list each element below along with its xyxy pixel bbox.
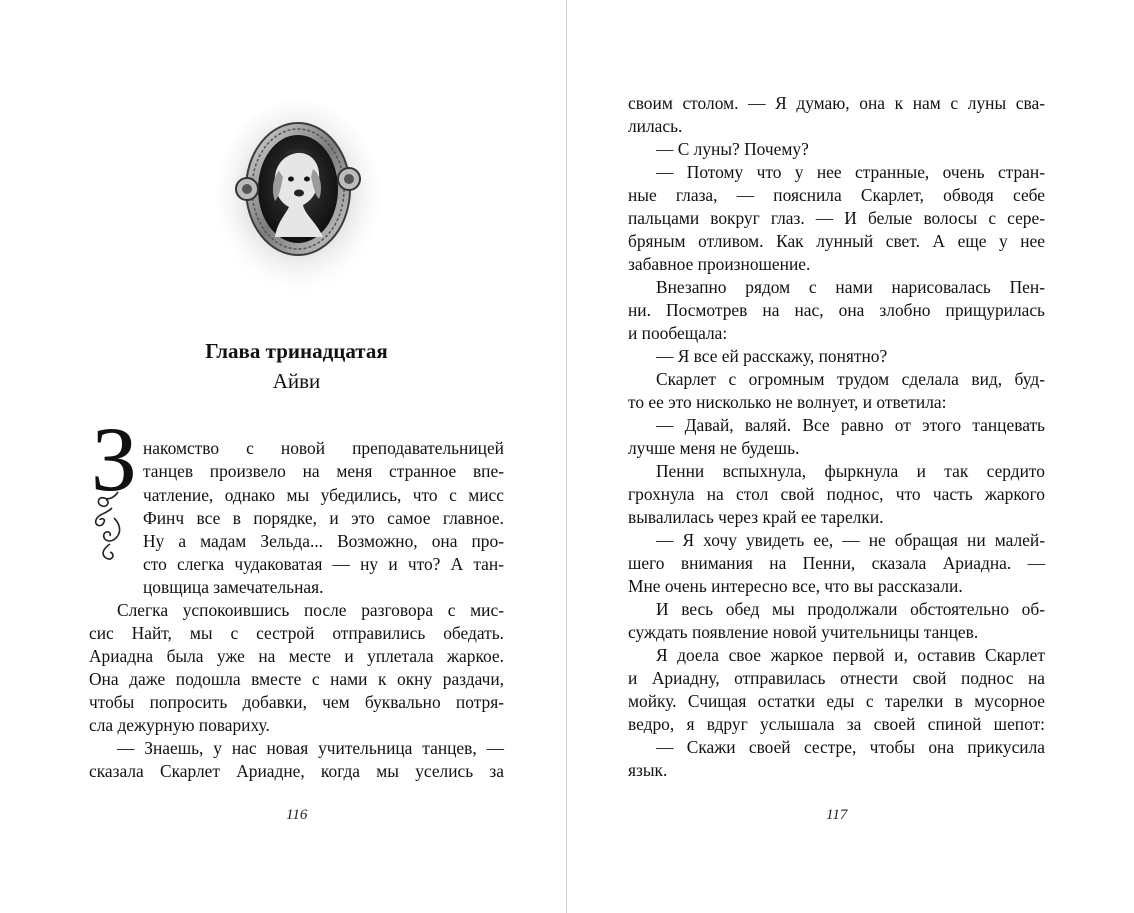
text-line: танцев произвело на меня странное впе- bbox=[143, 461, 504, 481]
text-line: — Я хочу увидеть ее, — не обращая ни малей- bbox=[656, 530, 1045, 550]
text-line: своим столом. — Я думаю, она к нам с луны сва- bbox=[628, 93, 1045, 113]
drop-cap-letter: З bbox=[90, 408, 138, 510]
text-line: Мне очень интересно все, что вы рассказали. bbox=[628, 576, 963, 596]
text-line: — С луны? Почему? bbox=[656, 139, 809, 159]
chapter-vignette-dog-portrait bbox=[213, 97, 383, 297]
text-line: Ну а мадам Зельда... Возможно, она про- bbox=[143, 531, 504, 551]
left-page-number: 116 bbox=[286, 807, 308, 823]
text-line: чатление, однако мы убедились, что с мисс bbox=[143, 485, 504, 505]
text-line: сто слегка чудаковатая — ну и что? А тан- bbox=[143, 554, 504, 574]
text-line: — Знаешь, у нас новая учительница танцев, — bbox=[117, 738, 504, 758]
text-line: пальцами вокруг глаз. — И белые волосы с сере- bbox=[628, 208, 1045, 228]
text-line: Слегка успокоившись после разговора с мис- bbox=[117, 600, 504, 620]
text-line: Внезапно рядом с нами нарисовалась Пен- bbox=[656, 277, 1045, 297]
text-line: суждать появление новой учительницы танцев. bbox=[628, 622, 979, 642]
text-line: то ее это нисколько не волнует, и ответила: bbox=[628, 392, 947, 412]
text-line: язык. bbox=[628, 760, 668, 780]
text-line: грохнула на стол свой поднос, что часть жаркого bbox=[628, 484, 1045, 504]
text-line: лилась. bbox=[628, 116, 683, 136]
text-line: Пенни вспыхнула, фыркнула и так сердито bbox=[656, 461, 1045, 481]
text-line: ведро, я вдруг услышала за своей спиной шепот: bbox=[628, 714, 1045, 734]
text-line: цовщица замечательная. bbox=[143, 577, 324, 597]
text-line: — Я все ей расскажу, понятно? bbox=[656, 346, 888, 366]
text-line: вывалилась через край ее тарелки. bbox=[628, 507, 884, 527]
text-line: — Скажи своей сестре, чтобы она прикусила bbox=[656, 737, 1045, 757]
text-line: Скарлет с огромным трудом сделала вид, буд- bbox=[656, 369, 1045, 389]
text-line: И весь обед мы продолжали обстоятельно об- bbox=[656, 599, 1045, 619]
text-line: Я доела свое жаркое первой и, оставив Скарлет bbox=[656, 645, 1045, 665]
text-line: бряным отливом. Как лунный свет. А еще у нее bbox=[628, 231, 1045, 251]
text-line: ные глаза, — пояснила Скарлет, обводя себе bbox=[628, 185, 1045, 205]
text-line: Ариадна была уже на месте и уплетала жаркое. bbox=[89, 646, 504, 666]
text-line: — Потому что у нее странные, очень стран- bbox=[656, 162, 1045, 182]
text-line: и Ариадну, отправилась отнести свой поднос на bbox=[628, 668, 1045, 688]
chapter-heading: Глава тринадцатая bbox=[205, 339, 388, 363]
text-line: шего внимания на Пенни, сказала Ариадна. — bbox=[628, 553, 1045, 573]
text-line: сказала Скарлет Ариадне, когда мы уселись за bbox=[89, 761, 504, 781]
text-line: забавное произношение. bbox=[628, 254, 811, 274]
right-page-number: 117 bbox=[826, 807, 848, 823]
text-line: мойку. Счищая остатки еды с тарелки в мусорное bbox=[628, 691, 1045, 711]
text-line: и пообещала: bbox=[628, 323, 728, 343]
text-line: Финч все в порядке, и это самое главное. bbox=[143, 508, 504, 528]
text-line: лучше меня не будешь. bbox=[628, 438, 800, 458]
text-line: ни. Посмотрев на нас, она злобно прищурилась bbox=[628, 300, 1045, 320]
text-line: накомство с новой преподавательницей bbox=[143, 438, 504, 458]
text-line: сла дежурную повариху. bbox=[89, 715, 270, 735]
chapter-subtitle: Айви bbox=[272, 369, 321, 393]
text-line: сис Найт, мы с сестрой отправились обедать. bbox=[89, 623, 504, 643]
text-line: Она даже подошла вместе с нами к окну раздачи, bbox=[89, 669, 504, 689]
text-line: чтобы попросить добавки, чем буквально потря- bbox=[89, 692, 504, 712]
drop-cap-flourish-ornament bbox=[88, 488, 132, 562]
text-line: — Давай, валяй. Все равно от этого танцевать bbox=[656, 415, 1045, 435]
